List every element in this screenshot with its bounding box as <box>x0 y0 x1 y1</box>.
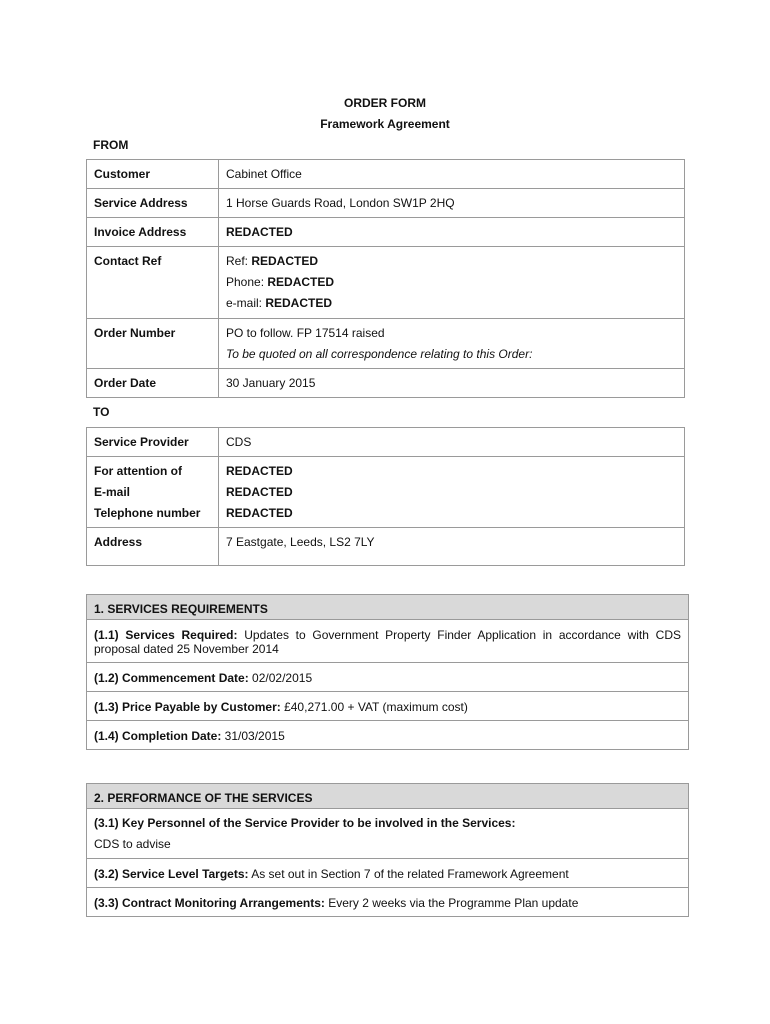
order-date-label: Order Date <box>87 369 219 398</box>
price-row <box>87 692 689 721</box>
performance-heading-row <box>87 784 689 809</box>
monitoring-value: Every 2 weeks via the Programme Plan update <box>324 896 579 910</box>
commencement-cell <box>87 663 689 692</box>
page-title: ORDER FORM <box>344 96 426 110</box>
completion-cell <box>87 721 689 750</box>
price-value: £40,271.00 + VAT (maximum cost) <box>280 700 468 714</box>
performance-heading: 2. PERFORMANCE OF THE SERVICES <box>87 784 689 809</box>
monitoring-row <box>87 888 689 917</box>
contact-email-prefix: e-mail: <box>226 296 266 310</box>
contact-ref-value <box>219 247 685 319</box>
attention-label: For attention of <box>94 464 182 478</box>
order-number-text: PO to follow. FP 17514 raised <box>226 326 385 340</box>
contact-phone-prefix: Phone: <box>226 275 268 289</box>
key-personnel-value: CDS to advise <box>94 837 171 851</box>
order-number-note: To be quoted on all correspondence relating to this Order: <box>226 347 533 361</box>
completion-row <box>87 721 689 750</box>
price-label: (1.3) Price Payable by Customer: <box>94 700 281 714</box>
contact-ref-row <box>87 247 685 319</box>
services-heading: 1. SERVICES REQUIREMENTS <box>87 595 689 620</box>
monitoring-cell <box>87 888 689 917</box>
key-personnel-cell <box>87 809 689 859</box>
contact-details-values <box>219 457 685 528</box>
email-value: REDACTED <box>226 485 293 499</box>
key-personnel-row <box>87 809 689 859</box>
order-date-value: 30 January 2015 <box>219 369 685 398</box>
services-heading-row <box>87 595 689 620</box>
service-level-value: As set out in Section 7 of the related Framework Agreement <box>248 867 569 881</box>
telephone-label: Telephone number <box>94 506 201 520</box>
services-required-cell <box>87 620 689 663</box>
attention-value: REDACTED <box>226 464 293 478</box>
completion-value: 31/03/2015 <box>221 729 285 743</box>
contact-ref-prefix: Ref: <box>226 254 252 268</box>
services-requirements-table <box>86 594 689 750</box>
telephone-value: REDACTED <box>226 506 293 520</box>
services-required-row <box>87 620 689 663</box>
contact-details-row <box>87 457 685 528</box>
from-label: FROM <box>93 138 129 152</box>
invoice-address-row <box>87 218 685 247</box>
address-row <box>87 528 685 566</box>
contact-email-redacted: REDACTED <box>265 296 333 310</box>
service-address-value: 1 Horse Guards Road, London SW1P 2HQ <box>219 189 685 218</box>
address-label: Address <box>87 528 219 566</box>
to-table <box>86 427 685 566</box>
email-label: E-mail <box>94 485 131 499</box>
order-number-value <box>219 319 685 369</box>
to-label: TO <box>93 405 110 419</box>
services-required-value: Updates to Government Property Finder Application in accordance with CDS proposal dated 25 November 2014 <box>94 628 681 656</box>
contact-ref-redacted: REDACTED <box>251 254 319 268</box>
service-provider-row <box>87 428 685 457</box>
address-value: 7 Eastgate, Leeds, LS2 7LY <box>219 528 685 566</box>
contact-details-labels <box>87 457 219 528</box>
service-provider-label: Service Provider <box>87 428 219 457</box>
service-address-row <box>87 189 685 218</box>
service-level-row <box>87 859 689 888</box>
customer-row <box>87 160 685 189</box>
key-personnel-label: (3.1) Key Personnel of the Service Provider to be involved in the Services: <box>94 816 516 830</box>
service-provider-value: CDS <box>219 428 685 457</box>
services-required-label: (1.1) Services Required: <box>94 628 238 642</box>
commencement-label: (1.2) Commencement Date: <box>94 671 249 685</box>
order-number-label: Order Number <box>87 319 219 369</box>
service-address-label: Service Address <box>87 189 219 218</box>
price-cell <box>87 692 689 721</box>
service-level-cell <box>87 859 689 888</box>
customer-label: Customer <box>87 160 219 189</box>
invoice-address-value: REDACTED <box>219 218 685 247</box>
page-subtitle: Framework Agreement <box>320 117 450 131</box>
monitoring-label: (3.3) Contract Monitoring Arrangements: <box>94 896 325 910</box>
contact-phone-redacted: REDACTED <box>267 275 335 289</box>
order-date-row <box>87 369 685 398</box>
from-table <box>86 159 685 398</box>
commencement-value: 02/02/2015 <box>248 671 313 685</box>
customer-value: Cabinet Office <box>219 160 685 189</box>
service-level-label: (3.2) Service Level Targets: <box>94 867 249 881</box>
order-number-row <box>87 319 685 369</box>
completion-label: (1.4) Completion Date: <box>94 729 222 743</box>
performance-table <box>86 783 689 917</box>
contact-ref-label: Contact Ref <box>87 247 219 319</box>
invoice-address-label: Invoice Address <box>87 218 219 247</box>
commencement-row <box>87 663 689 692</box>
